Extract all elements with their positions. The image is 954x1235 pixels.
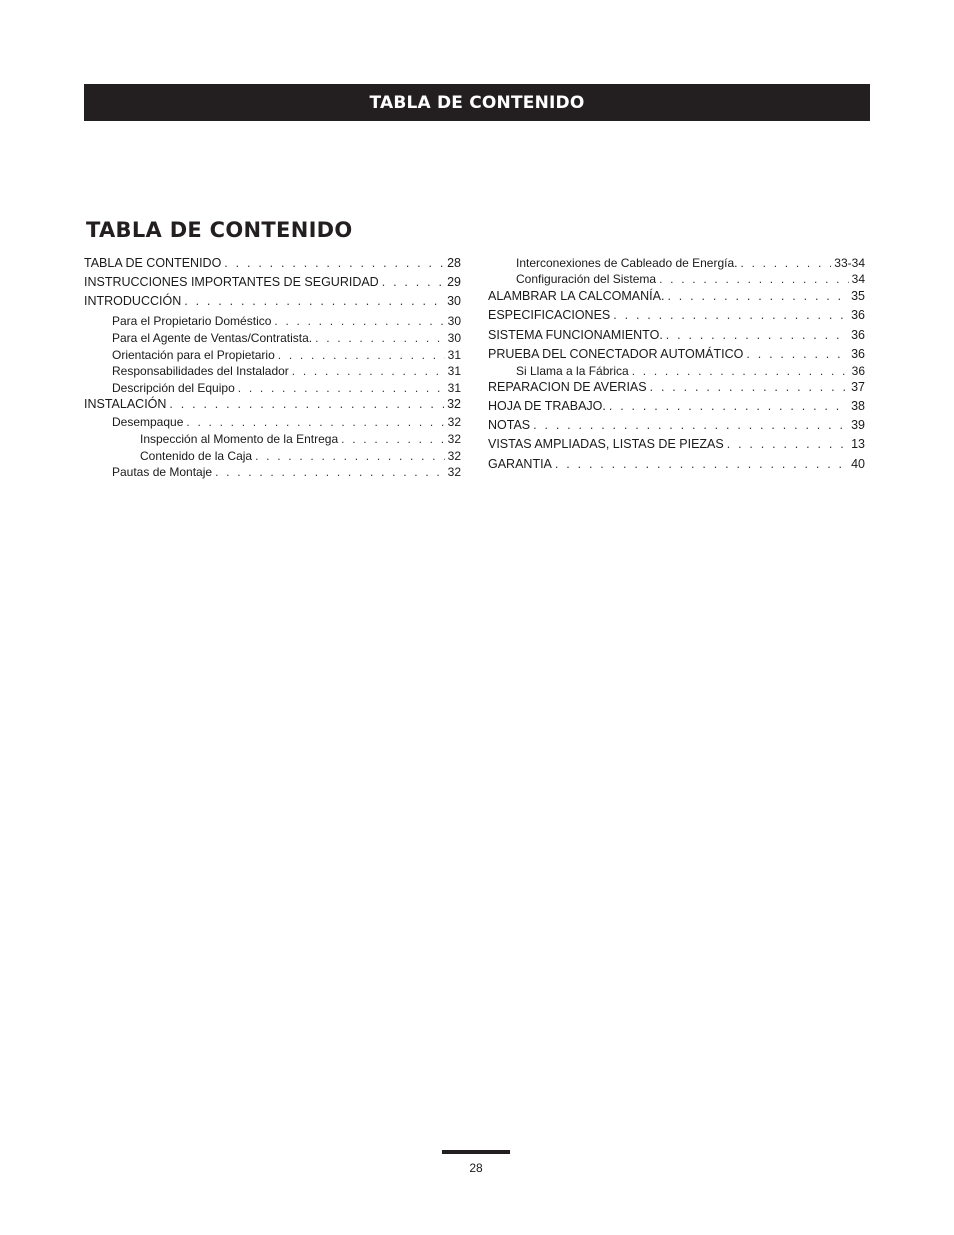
toc-entry [84, 256, 461, 273]
toc-entry [488, 380, 865, 397]
toc-entry-title: INSTRUCCIONES IMPORTANTES DE SEGURIDAD [84, 275, 379, 289]
header-banner-label: TABLA DE CONTENIDO [369, 92, 585, 113]
toc-entry [84, 397, 461, 414]
toc-entry-page: 35 [851, 289, 865, 303]
toc-dot-leader [215, 465, 445, 479]
toc-entry-page: 32 [447, 415, 461, 429]
toc-entry-title: Para el Propietario Doméstico [112, 314, 272, 328]
toc-dot-leader [224, 256, 444, 270]
toc-entry-title: Para el Agente de Ventas/Contratista. [112, 331, 313, 345]
toc-entry-page: 36 [851, 364, 865, 378]
toc-entry-page: 37 [851, 380, 865, 394]
toc-dot-leader [186, 415, 444, 429]
toc-dot-leader [533, 418, 848, 432]
toc-entry [488, 289, 865, 306]
toc-entry-page: 30 [447, 331, 461, 345]
toc-entry [84, 314, 461, 331]
toc-entry-title: Contenido de la Caja [140, 449, 253, 463]
toc-entry-page: 32 [447, 465, 461, 479]
toc-entry-title: REPARACION DE AVERIAS [488, 380, 647, 394]
toc-entry [84, 331, 461, 348]
toc-entry-page: 31 [447, 348, 461, 362]
toc-entry [488, 328, 865, 345]
toc-dot-leader [238, 381, 445, 395]
toc-dot-leader [650, 380, 848, 394]
toc-entry [84, 432, 461, 449]
toc-entry-title: Inspección al Momento de la Entrega [140, 432, 339, 446]
toc-entry [84, 381, 461, 398]
toc-entry-page: 13 [851, 437, 865, 451]
toc-entry [84, 364, 461, 381]
toc-entry-title: PRUEBA DEL CONECTADOR AUTOMÁTICO [488, 347, 744, 361]
toc-dot-leader [746, 347, 848, 361]
toc-entry-title: INSTALACIÓN [84, 397, 167, 411]
toc-entry-page: 31 [447, 364, 461, 378]
toc-entry-title: Si Llama a la Fábrica [516, 364, 629, 378]
toc-entry-page: 29 [447, 275, 461, 289]
toc-dot-leader [315, 331, 445, 345]
toc-dot-leader [274, 314, 444, 328]
toc-entry-page: 32 [447, 432, 461, 446]
toc-dot-leader [341, 432, 445, 446]
toc-entry-page: 30 [447, 314, 461, 328]
toc-entry-page: 39 [851, 418, 865, 432]
toc-entry [488, 308, 865, 325]
toc-entry [488, 418, 865, 435]
toc-entry-page: 34 [851, 272, 865, 286]
toc-entry-page: 28 [447, 256, 461, 270]
toc-entry [84, 348, 461, 365]
toc-entry [488, 457, 865, 474]
toc-dot-leader [555, 457, 848, 471]
page-number: 28 [469, 1161, 483, 1175]
footer-rule [442, 1150, 510, 1154]
toc-entry-title: NOTAS [488, 418, 531, 432]
toc-dot-leader [169, 397, 444, 411]
toc-entry [84, 449, 461, 466]
toc-entry-title: Desempaque [112, 415, 184, 429]
toc-dot-leader [632, 364, 849, 378]
toc-entry-title: HOJA DE TRABAJO. [488, 399, 606, 413]
toc-dot-leader [255, 449, 445, 463]
toc-entry-page: 31 [447, 381, 461, 395]
toc-entry-page: 33-34 [834, 256, 865, 270]
toc-entry-title: Pautas de Montaje [112, 465, 213, 479]
toc-entry-title: GARANTIA [488, 457, 552, 471]
toc-dot-leader [659, 272, 849, 286]
toc-entry [488, 256, 865, 273]
toc-dot-leader [609, 399, 848, 413]
toc-entry [84, 415, 461, 432]
toc-dot-leader [613, 308, 848, 322]
toc-entry-page: 36 [851, 328, 865, 342]
toc-entry [488, 399, 865, 416]
header-banner [84, 84, 870, 121]
toc-entry-title: INTRODUCCIÓN [84, 294, 182, 308]
toc-entry-page: 36 [851, 308, 865, 322]
toc-entry-title: SISTEMA FUNCIONAMIENTO. [488, 328, 663, 342]
toc-entry [488, 437, 865, 454]
toc-entry-title: Orientación para el Propietario [112, 348, 275, 362]
toc-dot-leader [382, 275, 444, 289]
toc-entry-page: 30 [447, 294, 461, 308]
toc-dot-leader [278, 348, 445, 362]
toc-entry-title: ALAMBRAR LA CALCOMANÍA. [488, 289, 665, 303]
toc-entry-title: VISTAS AMPLIADAS, LISTAS DE PIEZAS [488, 437, 724, 451]
toc-dot-leader [666, 328, 848, 342]
toc-entry-page: 36 [851, 347, 865, 361]
toc-entry-title: Configuración del Sistema [516, 272, 657, 286]
toc-entry [84, 275, 461, 292]
toc-entry-title: Descripción del Equipo [112, 381, 235, 395]
toc-entry-page: 32 [447, 449, 461, 463]
page-title: TABLA DE CONTENIDO [86, 218, 353, 242]
toc-entry [488, 347, 865, 364]
toc-dot-leader [667, 289, 848, 303]
toc-entry-page: 40 [851, 457, 865, 471]
toc-entry-page: 38 [851, 399, 865, 413]
toc-entry [84, 294, 461, 311]
toc-entry [488, 364, 865, 381]
toc-entry [84, 465, 461, 482]
toc-dot-leader [727, 437, 848, 451]
toc-dot-leader [741, 256, 832, 270]
toc-entry-title: Responsabilidades del Instalador [112, 364, 289, 378]
toc-entry-title: ESPECIFICACIONES [488, 308, 611, 322]
toc-entry-title: TABLA DE CONTENIDO [84, 256, 222, 270]
toc-dot-leader [292, 364, 445, 378]
toc-entry-title: Interconexiones de Cableado de Energía. [516, 256, 738, 270]
toc-entry-page: 32 [447, 397, 461, 411]
toc-entry [488, 272, 865, 289]
toc-dot-leader [184, 294, 444, 308]
